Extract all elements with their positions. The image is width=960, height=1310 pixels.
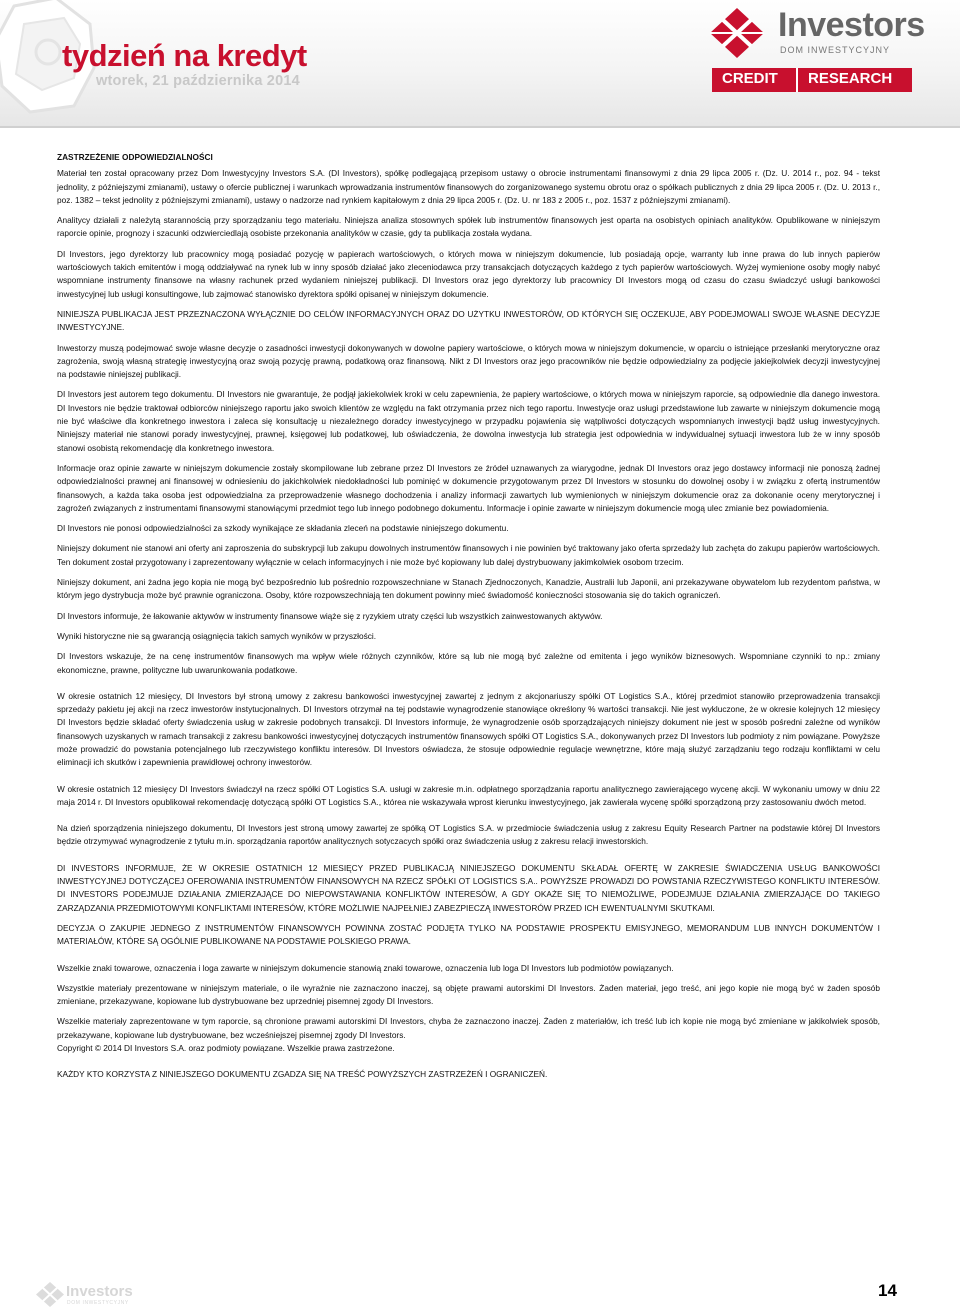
disclaimer-paragraph: Niniejszy dokument, ani żadna jego kopia nie mogą być bezpośrednio lub pośrednio rozpowszechniane w Stanach Zjednoczonych, Kanadzie, Australii lub Japonii, ani przekazywane obywatelom lub rezydentom państwa, w którym jego dystrybucja może być prawnie ograniczona. Osoby, które rozpowszechniają ten dokument powinny mieć świadomość konieczności stosowania się do takich ograniczeń. bbox=[57, 577, 880, 601]
banner-divider bbox=[796, 68, 798, 92]
disclaimer-paragraph: DI INVESTORS INFORMUJE, ŻE W OKRESIE OSTATNICH 12 MIESIĘCY PRZED PUBLIKACJĄ NINIEJSZEGO DOKUMENTU SKŁADAŁ OFERTĘ W ZAKRESIE ŚWIADCZENIA USŁUG BANKOWOŚCI INWESTYCYJNEJ DOTYCZĄCEJ OFEROWANIA INSTRUMENTÓW FINANSOWYCH NA RZECZ SPÓŁKI OT LOGISTICS S.A.. POWYŻSZE PROWADZI DO POWSTANIA RZECZYWISTEGO KONFLIKTU INTERESÓW. DI INVESTORS PODEJMUJE DZIAŁANIA ZMIERZAJĄCE DO NIEPOWSTAWANIA KONFLIKTÓW INTERESÓW, A GDY OKAŻE SIĘ TO NIEMOŻLIWE, PODEJMUJE DZIAŁANIA ZMIERZAJĄCE DO TAKIEGO ZARZĄDZANIA PRZEDMIOTOWYMI KONFLIKTAMI INTERESÓW, KTÓRE MOŻLIWIE NAJPEŁNIEJ ZABEZPIECZĄ INWESTORÓW PRZED ICH EWENTUALNYMI SKUTKAMI. bbox=[57, 862, 880, 913]
credit-label: CREDIT bbox=[722, 70, 778, 87]
disclaimer-paragraph: DI Investors, jego dyrektorzy lub pracownicy mogą posiadać pozycję w papierach wartościowych, o których mowa w niniejszym dokumencie, lub posiadają opcje, warranty lub inne prawa do lub innych papierów wartościowych takich emitentów i mogą oddziaływać na rynek lub w inny sposób działać jako zleceniodawca przy transakcjach dotyczących każdego z tych papierów wartościowych. Wyżej wymienione osoby mogły nabyć wspomniane instrumenty finansowe na własny rachunek przed wydaniem niniejszej publikacji. DI Investors oraz jego dyrektorzy lub pracownicy DI Investors mogą od czasu do czasu świadczyć usługi bankowości inwestycyjnej lub usługi konsultingowe, lub zajmować stanowisko dyrektora spółki opisanej w niniejszym dokumencie. bbox=[57, 248, 880, 299]
disclaimer-paragraph: NINIEJSZA PUBLIKACJA JEST PRZEZNACZONA WYŁĄCZNIE DO CELÓW INFORMACYJNYCH ORAZ DO UŻYTKU INWESTORÓW, OD KTÓRYCH SIĘ OCZEKUJE, ABY PODEJMOWALI SWOJE WŁASNE DECYZJE INWESTYCYJNE. bbox=[57, 308, 880, 333]
research-label: RESEARCH bbox=[808, 70, 893, 87]
report-title: tydzień na kredyt bbox=[62, 38, 307, 73]
disclaimer-paragraph: DI Investors jest autorem tego dokumentu. DI Investors nie gwarantuje, że podjął jakiekolwiek kroki w celu zapewnienia, że papiery wartościowe, o których mowa w niniejszym raporcie, są odpowiednie dla danego inwestora. DI Investors nie będzie traktował odbiorców niniejszego raportu jako swoich klientów ze względu na fakt otrzymania przez nich tego raportu. Inwestycje oraz usługi przedstawione lub zawarte w niniejszym dokumencie mogą nie być właściwe dla konkretnego inwestora i zaleca się konsultację u niezależnego doradcy inwestycyjnego w przypadku pojawienia się wątpliwości dotyczących wspomnianych inwestycji bądź usług inwestycyjnych. Niniejszy materiał nie stanowi porady inwestycyjnej, prawnej, księgowej lub podatkowej, lub oświadczenia, że dowolna inwestycja lub strategia jest odpowiednia w indywidualnej sytuacji inwestora lub że w inny sposób stanowi osobistą rekomendację dla konkretnego inwestora. bbox=[57, 389, 880, 453]
disclaimer-paragraph: Na dzień sporządzenia niniejszego dokumentu, DI Investors jest stroną umowy zawartej ze spółką OT Logistics S.A. w przedmiocie świadczenia usług z zakresu Equity Research Partner na podstawie której DI Investors będzie otrzymywać wynagrodzenie z tytułu m.in. sporządzania raportów analitycznych sotyczacych spółki oraz świadczenia usług z zakresu relacji inwestorskich. bbox=[57, 823, 880, 847]
page-number: 14 bbox=[878, 1281, 897, 1300]
disclaimer-paragraph: Informacje oraz opinie zawarte w niniejszym dokumencie zostały skompilowane lub zebrane przez DI Investors ze źródeł uznawanych za wiarygodne, jednak DI Investors oraz jego dostawcy informacji nie ponoszą żadnej odpowiedzialności prawnej ani finansowej w odniesieniu do jakichkolwiek niedokładności lub pominięć w dokumencie przygotowanym przez DI Investors w stosunku do dowolnej osoby i w związku z ofertą instrumentów finansowych, a każda taka osoba jest odpowiedzialna za przeprowadzenie własnego dochodzenia i analizy informacji zawartych lub wymienionych w niniejszym dokumencie oraz za dokonanie oceny merytorycznej i zagrożeń związanych z instrumentami finansowymi stanowiącymi przedmiot tego lub innego podobnego dokumentu. Informacje i opinie zawarte w niniejszym dokumencie mogą ulec zmianie bez powiadomienia. bbox=[57, 462, 880, 513]
disclaimer-paragraph: Wszystkie materiały prezentowane w niniejszym materiale, o ile wyraźnie nie zaznaczono inaczej, są objęte prawami autorskimi DI Investors. Żaden materiał, jego treść, ani jego kopie nie mogą być w żaden sposób zmieniane, przekazywane, kopiowane lub dystrybuowane bez uprzedniej pisemnej zgody DI Investors. bbox=[57, 982, 880, 1007]
disclaimer-heading: ZASTRZEŻENIE ODPOWIEDZIALNOŚCI bbox=[57, 152, 213, 162]
investors-logo-name: Investors bbox=[778, 6, 925, 44]
investors-logo-subtitle: DOM INWESTYCYJNY bbox=[780, 45, 891, 55]
disclaimer-paragraph: Wyniki historyczne nie są gwarancją osiągnięcia takich samych wyników w przyszłości. bbox=[57, 630, 377, 641]
disclaimer-paragraph: Niniejszy dokument nie stanowi ani oferty ani zaproszenia do subskrypcji lub zakupu dowolnych instrumentów finansowych i nie powinien być traktowany jako oferta sprzedaży lub zachęta do zakupu papierów wartościowych. Ten dokument został przygotowany i zaprezentowany wyłącznie w celach informacyjnych i nie może być kopiowany lub dalej dystrybuowany jakimkolwiek osobom trzecim. bbox=[57, 543, 880, 567]
copyright-line: Copyright © 2014 DI Investors S.A. oraz podmioty powiązane. Wszelkie prawa zastrzeżone. bbox=[57, 1043, 395, 1054]
disclaimer-paragraph: DI Investors informuje, że łakowanie aktywów w instrumenty finansowe wiąże się z ryzykiem utraty części lub wszystkich zainwestowanych aktywów. bbox=[57, 610, 603, 621]
footer-logo-icon bbox=[35, 1281, 65, 1308]
disclaimer-body bbox=[57, 151, 880, 1089]
header-rule bbox=[0, 126, 960, 128]
footer-logo-name: Investors bbox=[66, 1283, 133, 1300]
disclaimer-paragraph: W okresie ostatnich 12 miesięcy DI Investors świadczył na rzecz spółki OT Logistics S.A. usługi w zakresie m.in. odpłatnego sporządzania raportu analitycznego zawierającego wycenę akcji. W wykonaniu umowy w dniu 22 maja 2014 r. DI Investors opublikował rekomendację dotyczącą spółki OT Logistics S.A., którea nie wskazywała wprost kierunku inwestycyjnego, jak zawierała wycenę spółki sporządzoną przy zastosowaniu dwóch metod. bbox=[57, 783, 880, 807]
disclaimer-closing: KAŻDY KTO KORZYSTA Z NINIEJSZEGO DOKUMENTU ZGADZA SIĘ NA TREŚĆ POWYŻSZYCH ZASTRZEŻEŃ I OGRANICZEŃ. bbox=[57, 1069, 548, 1080]
disclaimer-paragraph: DECYZJA O ZAKUPIE JEDNEGO Z INSTRUMENTÓW FINANSOWYCH POWINNA ZOSTAĆ PODJĘTA TYLKO NA PODSTAWIE PROSPEKTU EMISYJNEGO, MEMORANDUM LUB INNYCH DOKUMENTÓW I MATERIAŁÓW, KTÓRE SĄ OGÓLNIE PUBLIKOWANE NA PODSTAWIE POLSKIEGO PRAWA. bbox=[57, 922, 880, 947]
disclaimer-paragraph: Analitycy działali z należytą starannością przy sporządzaniu tego materiału. Niniejsza analiza stosownych spółek lub instrumentów finansowych jest oparta na osobistych opiniach analityków. Opublikowane w niniejszym raporcie opinie, prognozy i szacunki odzwierciedlają osobiste przekonania analityków w czasie, gdy ta publikacja została wydana. bbox=[57, 215, 880, 239]
disclaimer-paragraph: Wszelkie znaki towarowe, oznaczenia i loga zawarte w niniejszym dokumencie stanowią znaki towarowe, oznaczenia lub loga DI Investors lub podmiotów powiązanych. bbox=[57, 962, 674, 973]
disclaimer-paragraph: Wszelkie materiały zaprezentowane w tym raporcie, są chronione prawami autorskimi DI Investors, chyba że zaznaczono inaczej. Żaden z materiałów, ich treść lub ich kopie nie mogą być zmieniane w jakikolwiek sposób, przekazywane, kopiowane lub dystrybuowane, bez wcześniejszej pisemnej zgody DI Investors. bbox=[57, 1016, 880, 1040]
disclaimer-paragraph: Inwestorzy muszą podejmować swoje własne decyzje o zasadności inwestycji dokonywanych w dowolne papiery wartościowe, o których mowa w niniejszym dokumencie, w oparciu o istniejące przesłanki merytoryczne oraz zagrożenia, swoją własną strategię inwestycyjną oraz swoją pozycję prawną, podatkową oraz finansową. Nikt z DI Investors oraz jego pracowników nie będzie odpowiedzialny za podjęcie jakiejkolwiek decyzji inwestycyjnej na podstawie niniejszej publikacji. bbox=[57, 342, 880, 380]
disclaimer-paragraph: DI Investors nie ponosi odpowiedzialności za szkody wynikające ze składania zleceń na podstawie niniejszego dokumentu. bbox=[57, 523, 509, 534]
disclaimer-paragraph: DI Investors wskazuje, że na cenę instrumentów finansowych ma wpływ wiele różnych czynników, które są lub nie mogą być zależne od emitenta i jego wyników biznesowych. Wspomniane czynniki to np.: zmiany ekonomiczne, prawne, polityczne lub uwarunkowania podatkowe. bbox=[57, 651, 880, 675]
report-header bbox=[0, 0, 960, 128]
report-date: wtorek, 21 października 2014 bbox=[96, 73, 300, 89]
footer-logo-subtitle: DOM INWESTYCYJNY bbox=[67, 1300, 129, 1306]
disclaimer-paragraph: Materiał ten został opracowany przez Dom Inwestycyjny Investors S.A. (DI Investors), spółkę podlegającą przepisom ustawy o obrocie instrumentami finansowymi z dnia 29 lipca 2005 r. (Dz. U. 2014 r., poz. 94 - tekst jednolity, z późniejszymi zmianami), ustawy o ofercie publicznej i warunkach wprowadzania instrumentów finansowych do zorganizowanego systemu obrotu oraz o spółkach publicznych z dnia 29 lipca 2005 r. (Dz. U. 2013 r., poz. 1382 – tekst jednolity z późniejszymi zmianami), ustawy o nadzorze nad rynkiem kapitałowym z dnia 29 lipca 2005 r. (Dz. U. nr 183 z 2005 r., poz. 1537 z późniejszymi zmianami). bbox=[57, 168, 880, 205]
investors-logo-icon bbox=[708, 6, 766, 60]
disclaimer-paragraph: W okresie ostatnich 12 miesięcy, DI Investors był stroną umowy z zakresu bankowości inwestycyjnej zawartej z jednym z akcjonariuszy spółki OT Logistics S.A., której przedmiot stanowiło przeprowadzenia transakcji sprzedaży pakietu jej akcji na rzecz inwestorów instytucjonalnych. DI Investors otrzymał na tej podstawie wynagrodzenie stanowiące określony % wartości transakcji. Nie jest wykluczone, że w okresie kolejnych 12 miesięcy DI Investors będzie składać oferty świadczenia usług w zakresie podobnych transakcji. DI Investors informuje, że wynagrodzenie osób sporządzających niniejszy dokument nie jest w sposób pośredni zależne od wyników finansowych uzyskanych w ramach transakcji z zakresu bankowości inwestycyjnej dotyczących instrumentów finansowych spółki OT Logistics S.A., dokonywanych przez DI Investors lub podmioty z nim powiązane. Powyższe może prowadzić do powstania potencjalnego lub rzeczywistego konfliktu interesów. DI Investors oświadcza, że stosuje odpowiednie regulacje wewnętrzne, które mają służyć zarządzaniu tego rodzaju konfliktami w celu eliminacji ich skutków i zapewnienia prawidłowej ochrony inwestorów. bbox=[57, 690, 880, 768]
